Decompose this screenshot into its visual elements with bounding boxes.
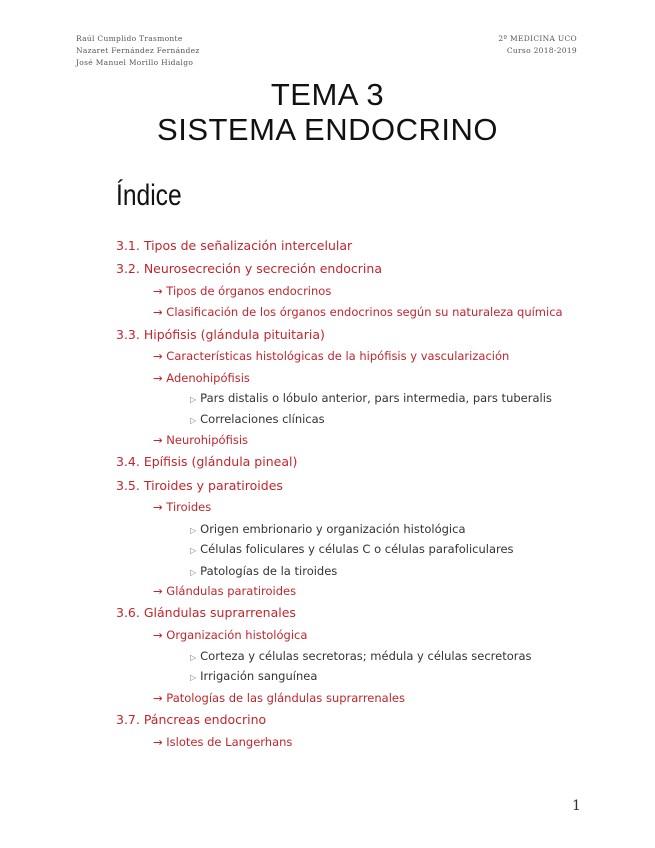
toc-entry-level-2 bbox=[153, 735, 292, 749]
toc-entry-text: Corteza y células secretoras; médula y células secretoras bbox=[200, 649, 532, 663]
page-title bbox=[0, 78, 655, 148]
toc-entry-text: 3.1. Tipos de señalización intercelular bbox=[116, 238, 353, 253]
title-line-1: TEMA 3 bbox=[270, 77, 385, 112]
toc-entry-text: → Neurohipófisis bbox=[153, 433, 249, 447]
author-line: José Manuel Morillo Hidalgo bbox=[76, 58, 194, 67]
toc-entry-text: Pars distalis o lóbulo anterior, pars intermedia, pars tuberalis bbox=[200, 391, 552, 405]
title-line-2: SISTEMA ENDOCRINO bbox=[157, 112, 498, 147]
toc-entry-level-2 bbox=[153, 628, 307, 642]
course-block bbox=[498, 33, 577, 57]
toc-entry-text: → Clasificación de los órganos endocrinos según su naturaleza química bbox=[153, 305, 563, 319]
toc-entry-level-2 bbox=[153, 371, 250, 385]
triangle-bullet-icon: ▷ bbox=[190, 568, 197, 577]
toc-entry-text: 3.4. Epífisis (glándula pineal) bbox=[116, 454, 298, 469]
toc-entry-level-1 bbox=[116, 238, 352, 253]
toc-entry-text: → Tipos de órganos endocrinos bbox=[153, 284, 332, 298]
toc-entry-level-3 bbox=[190, 669, 317, 683]
toc-entry-text: 3.6. Glándulas suprarrenales bbox=[116, 605, 296, 620]
author-block bbox=[76, 33, 200, 69]
triangle-bullet-icon: ▷ bbox=[190, 526, 197, 535]
toc-entry-level-1 bbox=[116, 327, 325, 342]
toc-entry-level-2 bbox=[153, 433, 248, 447]
toc-entry-text: 3.7. Páncreas endocrino bbox=[116, 712, 267, 727]
toc-entry-level-3 bbox=[190, 542, 514, 556]
triangle-bullet-icon: ▷ bbox=[190, 395, 197, 404]
toc-entry-level-1 bbox=[116, 478, 283, 493]
toc-entry-text: Irrigación sanguínea bbox=[200, 669, 318, 683]
triangle-bullet-icon: ▷ bbox=[190, 546, 197, 555]
toc-entry-level-2 bbox=[153, 305, 563, 319]
toc-entry-text: Origen embrionario y organización histológica bbox=[200, 522, 466, 536]
toc-entry-level-1 bbox=[116, 712, 266, 727]
toc-entry-text: → Tiroides bbox=[153, 500, 212, 514]
toc-entry-level-2 bbox=[153, 284, 331, 298]
author-line: Raúl Cumplido Trasmonte bbox=[76, 34, 183, 43]
toc-entry-level-2 bbox=[153, 691, 405, 705]
toc-entry-text: Correlaciones clínicas bbox=[200, 412, 325, 426]
triangle-bullet-icon: ▷ bbox=[190, 653, 197, 662]
toc-entry-text: → Patologías de las glándulas suprarrenales bbox=[153, 691, 405, 705]
toc-entry-text: 3.2. Neurosecreción y secreción endocrina bbox=[116, 261, 382, 276]
toc-entry-text: Células foliculares y células C o células parafoliculares bbox=[200, 542, 514, 556]
course-line: Curso 2018-2019 bbox=[506, 46, 577, 55]
index-heading: Índice bbox=[116, 179, 182, 212]
toc-entry-text: → Islotes de Langerhans bbox=[153, 735, 293, 749]
toc-entry-level-1 bbox=[116, 605, 296, 620]
toc-entry-level-3 bbox=[190, 649, 532, 663]
toc-entry-level-3 bbox=[190, 412, 325, 426]
page-number: 1 bbox=[572, 798, 581, 814]
toc-entry-level-3 bbox=[190, 522, 466, 536]
triangle-bullet-icon: ▷ bbox=[190, 673, 197, 682]
toc-entry-level-1 bbox=[116, 454, 297, 469]
triangle-bullet-icon: ▷ bbox=[190, 416, 197, 425]
toc-entry-level-2 bbox=[153, 500, 211, 514]
toc-entry-text: → Características histológicas de la hipófisis y vascularización bbox=[153, 349, 510, 363]
toc-entry-text: → Glándulas paratiroides bbox=[153, 584, 297, 598]
toc-entry-level-3 bbox=[190, 391, 552, 405]
toc-entry-text: 3.5. Tiroides y paratiroides bbox=[116, 478, 283, 493]
course-line: 2º MEDICINA UCO bbox=[498, 34, 577, 43]
toc-entry-level-3 bbox=[190, 564, 337, 578]
toc-entry-level-2 bbox=[153, 349, 509, 363]
toc-entry-text: → Adenohipófisis bbox=[153, 371, 250, 385]
toc-entry-text: → Organización histológica bbox=[153, 628, 308, 642]
author-line: Nazaret Fernández Fernández bbox=[76, 46, 200, 55]
toc-entry-level-1 bbox=[116, 261, 382, 276]
toc-entry-text: 3.3. Hipófisis (glándula pituitaria) bbox=[116, 327, 325, 342]
toc-entry-level-2 bbox=[153, 584, 296, 598]
toc-entry-text: Patologías de la tiroides bbox=[200, 564, 338, 578]
